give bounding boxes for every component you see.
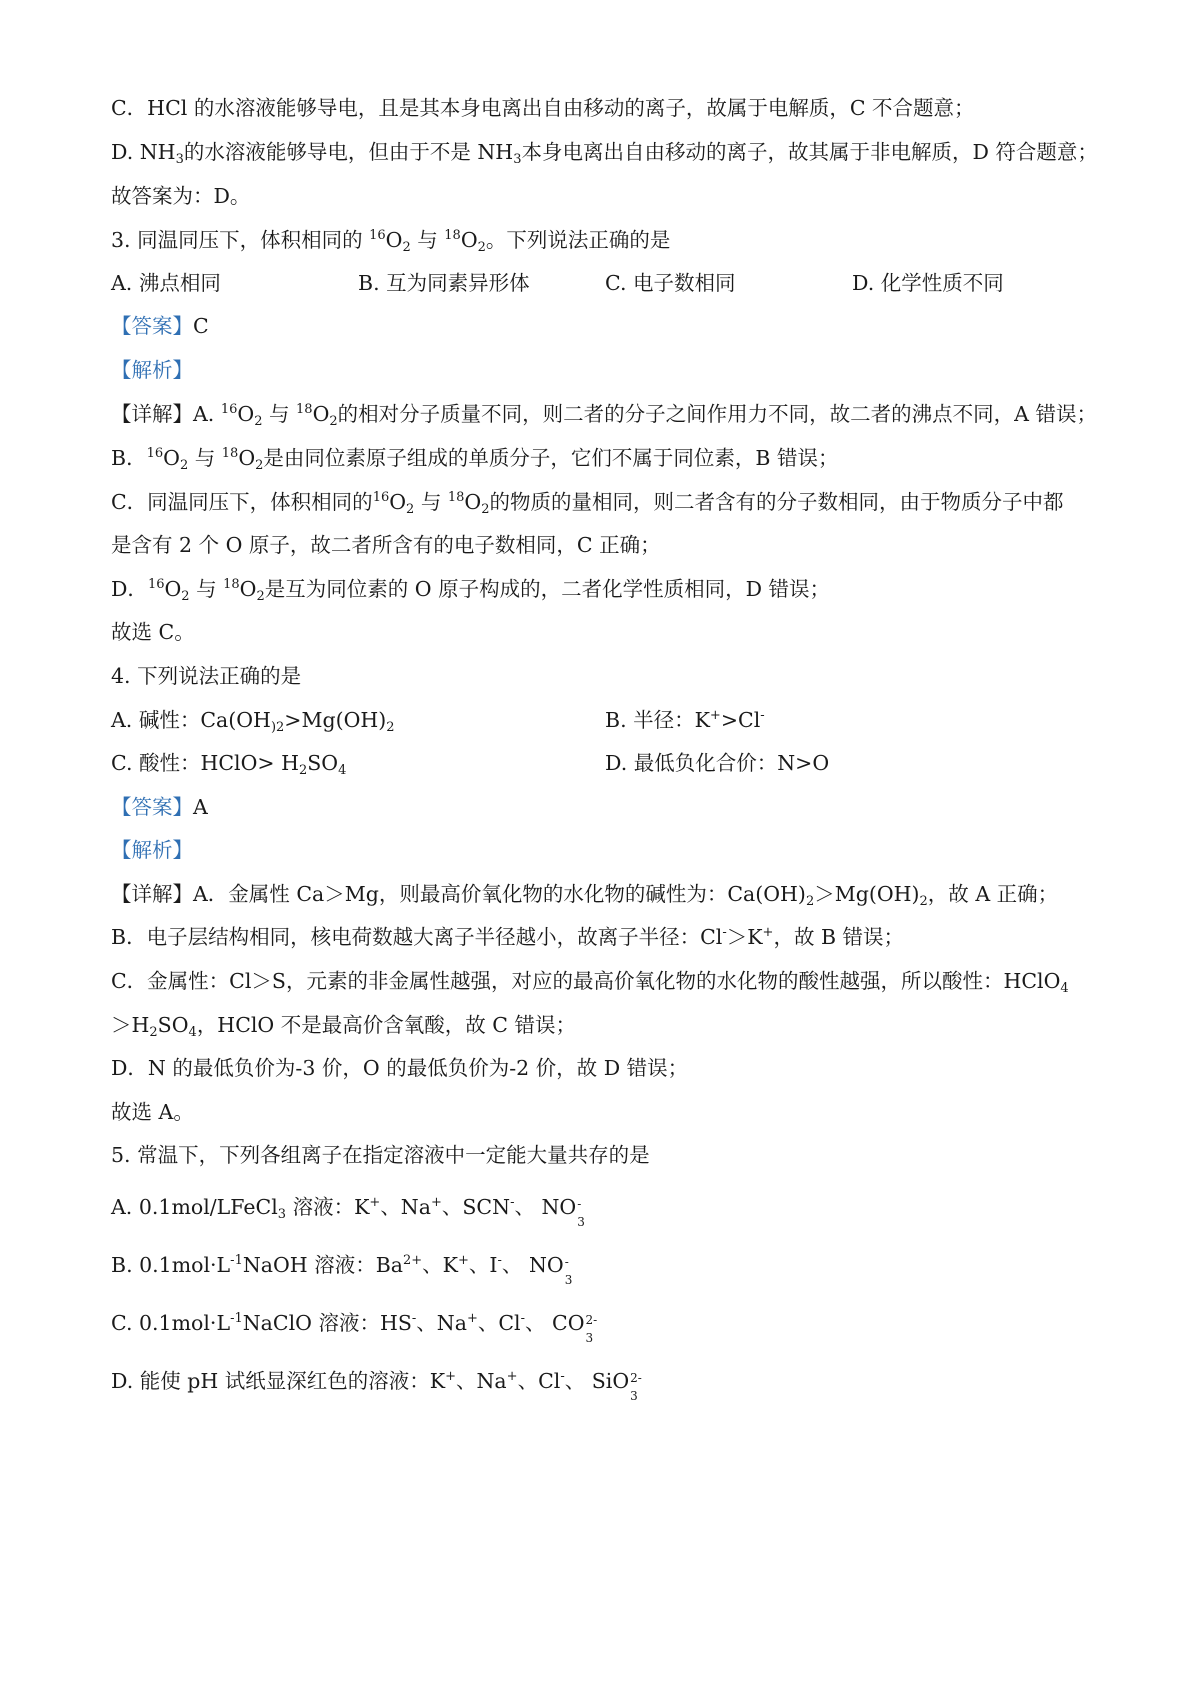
text: 、 SiO — [564, 1369, 630, 1393]
text: 与 — [189, 577, 224, 601]
text: C．同温同压下，体积相同的 — [111, 490, 373, 514]
superscript: + — [458, 1253, 469, 1268]
text: 、Cl — [517, 1369, 561, 1393]
text: A．金属性 Ca＞Mg，则最高价氧化物的水化物的碱性为：Ca(OH) — [193, 882, 806, 906]
q3-detail-c-cont — [111, 531, 1111, 559]
text: 、 NO — [501, 1253, 564, 1277]
subscript: 2 — [386, 720, 395, 735]
subscript: 3 — [564, 1273, 573, 1287]
text: O — [164, 577, 182, 601]
subscript: 2 — [919, 894, 928, 909]
text: 是互为同位素的 O 原子构成的，二者化学性质相同，D 错误； — [264, 577, 831, 601]
q4-detail-d — [111, 1054, 1111, 1082]
q4-detail-c — [111, 967, 1111, 995]
superscript: 18 — [444, 228, 461, 243]
q3-detail-b — [111, 444, 1111, 472]
subscript: 4 — [1060, 981, 1069, 996]
text: B．电子层结构相同，核电荷数越大离子半径越小，故离子半径：Cl — [111, 925, 723, 949]
charge: - — [564, 1255, 569, 1269]
text: 溶液：K — [286, 1195, 370, 1219]
superscript: - — [497, 1253, 502, 1268]
subscript: 3 — [175, 152, 184, 167]
text: 的相对分子质量不同，则二者的分子之间作用力不同，故二者的沸点不同，A 错误； — [337, 402, 1097, 426]
subscript: )2 — [270, 720, 285, 735]
text: NaOH 溶液：Ba — [242, 1253, 403, 1277]
text: 故选 A。 — [111, 1100, 194, 1124]
text: 、I — [468, 1253, 498, 1277]
superscript: 16 — [369, 228, 386, 243]
q4-answer — [111, 793, 1111, 821]
q4-detail-a — [111, 880, 1111, 908]
q2-option-c-explanation — [111, 94, 1111, 122]
q5-option-d — [111, 1367, 1111, 1403]
subscript: 2 — [149, 1025, 158, 1040]
text: 与 — [410, 228, 445, 252]
text: 与 — [188, 446, 222, 470]
text: SO — [157, 1013, 189, 1037]
superscript: - — [510, 1195, 515, 1210]
subscript: 2 — [481, 502, 490, 517]
analysis-tag: 【解析】 — [111, 358, 193, 382]
ion-charge-stack — [576, 1197, 590, 1229]
subscript: 2 — [179, 458, 189, 473]
superscript: + — [762, 925, 774, 940]
text: A. 碱性：Ca(OH — [111, 708, 271, 732]
text: C．金属性：Cl＞S，元素的非金属性越强，对应的最高价氧化物的水化物的酸性越强，所以酸性：HClO — [111, 969, 1061, 993]
superscript: + — [709, 708, 721, 723]
q3-answer — [111, 312, 1111, 340]
ion-charge-stack — [585, 1313, 599, 1345]
superscript: - — [411, 1311, 417, 1326]
text: C．HCl 的水溶液能够导电，且是其本身电离出自由移动的离子，故属于电解质，C 不合题意； — [111, 96, 975, 120]
text: O — [237, 402, 255, 426]
analysis-tag: 【解析】 — [111, 838, 193, 862]
text: 的水溶液能够导电，但由于不是 NH — [183, 140, 514, 164]
text: 与 — [414, 490, 448, 514]
q2-conclusion — [111, 182, 1111, 210]
subscript: 2 — [402, 240, 411, 255]
text: B. 0.1mol·L — [111, 1253, 231, 1277]
q3-option-c: C. 电子数相同 — [605, 271, 736, 295]
text: >Cl — [720, 708, 761, 732]
text: O — [239, 577, 257, 601]
text: O — [464, 490, 482, 514]
detail-tag: 【详解】 — [111, 882, 193, 906]
text: D． — [111, 577, 148, 601]
text: 、Cl — [477, 1311, 521, 1335]
text: D. 能使 pH 试纸显深红色的溶液：K — [111, 1369, 446, 1393]
q3-option-b: B. 互为同素异形体 — [358, 271, 530, 295]
ion-charge-stack — [629, 1371, 643, 1403]
subscript: 2 — [477, 240, 486, 255]
subscript: 3 — [577, 1215, 585, 1229]
text: 、Na — [416, 1311, 467, 1335]
q5-stem — [111, 1141, 1111, 1169]
text: O — [460, 228, 478, 252]
subscript: 2 — [298, 763, 308, 778]
subscript: 4 — [188, 1025, 197, 1040]
text: B． — [111, 446, 147, 470]
text: 故选 C。 — [111, 620, 195, 644]
superscript: 18 — [221, 446, 239, 461]
text: ，故 B 错误； — [773, 925, 905, 949]
text: B. 半径：K — [605, 708, 710, 732]
subscript: 2 — [255, 458, 264, 473]
text: 4. 下列说法正确的是 — [111, 664, 302, 688]
q3-detail-c — [111, 488, 1111, 516]
text: C. 0.1mol·L — [111, 1311, 231, 1335]
q4-option-a — [111, 706, 395, 734]
q2-option-d-explanation — [111, 138, 1111, 166]
text: O — [312, 402, 330, 426]
text: 与 — [262, 402, 297, 426]
superscript: + — [466, 1311, 478, 1326]
superscript: -1 — [230, 1311, 243, 1326]
q4-analysis-heading — [111, 836, 1111, 864]
subscript: 2 — [406, 502, 415, 517]
subscript: 3 — [585, 1331, 594, 1345]
subscript: 3 — [513, 152, 522, 167]
q3-conclusion — [111, 618, 1111, 646]
text: ＞H — [111, 1013, 150, 1037]
text: 、 NO — [514, 1195, 577, 1219]
superscript: + — [445, 1369, 456, 1384]
subscript: 2 — [181, 589, 190, 604]
superscript: -1 — [230, 1253, 243, 1268]
text: ，故 A 正确； — [927, 882, 1059, 906]
superscript: 16 — [146, 446, 164, 461]
text: O — [389, 490, 407, 514]
superscript: 16 — [372, 490, 390, 505]
q4-option-c — [111, 749, 346, 777]
text: >Mg(OH) — [284, 708, 387, 732]
answer-value: C — [193, 314, 209, 338]
subscript: 2 — [254, 414, 263, 429]
text: SO — [307, 751, 339, 775]
q5-option-b — [111, 1251, 1111, 1287]
detail-tag: 【详解】 — [111, 402, 193, 426]
superscript: + — [430, 1195, 442, 1210]
charge: - — [577, 1197, 582, 1211]
subscript: 2 — [329, 414, 338, 429]
text: 。下列说法正确的是 — [485, 228, 671, 252]
q4-option-d: D. 最低负化合价：N>O — [605, 751, 830, 775]
q3-detail-a — [111, 400, 1111, 428]
q3-option-d: D. 化学性质不同 — [852, 271, 1004, 295]
text: ＞K — [726, 925, 763, 949]
text: ，HClO 不是最高价含氧酸，故 C 错误； — [196, 1013, 576, 1037]
text: ＞Mg(OH) — [814, 882, 920, 906]
text: 、SCN — [441, 1195, 511, 1219]
text: C. 酸性：HClO> H — [111, 751, 299, 775]
superscript: 16 — [147, 577, 165, 592]
subscript: 2 — [256, 589, 265, 604]
q3-stem — [111, 226, 1111, 254]
superscript: + — [369, 1195, 381, 1210]
text: 本身电离出自由移动的离子，故其属于非电解质，D 符合题意； — [521, 140, 1098, 164]
text: O — [163, 446, 180, 470]
text: 、K — [422, 1253, 458, 1277]
q3-option-a: A. 沸点相同 — [111, 271, 221, 295]
answer-value: A — [193, 795, 208, 819]
q3-analysis-heading — [111, 356, 1111, 384]
text: 的物质的量相同，则二者含有的分子数相同，由于物质分子中都 — [489, 490, 1064, 514]
text: NaClO 溶液：HS — [242, 1311, 412, 1335]
subscript: 3 — [277, 1207, 287, 1222]
q4-stem — [111, 662, 1111, 690]
text: O — [238, 446, 256, 470]
superscript: - — [760, 708, 765, 723]
superscript: - — [722, 925, 727, 940]
text: 故答案为：D。 — [111, 184, 251, 208]
q3-detail-d — [111, 575, 1111, 603]
q4-detail-c-cont — [111, 1011, 1111, 1039]
subscript: 2 — [805, 894, 815, 909]
text: O — [385, 228, 403, 252]
text: A. — [193, 402, 221, 426]
superscript: 18 — [447, 490, 465, 505]
text: 5. 常温下，下列各组离子在指定溶液中一定能大量共存的是 — [111, 1143, 650, 1167]
text: 、Na — [456, 1369, 507, 1393]
superscript: 16 — [220, 402, 238, 417]
text: 、 CO — [525, 1311, 585, 1335]
q5-option-c — [111, 1309, 1111, 1345]
charge: 2- — [585, 1313, 598, 1327]
text: 、Na — [380, 1195, 431, 1219]
text: D. NH — [111, 140, 176, 164]
superscript: - — [560, 1369, 565, 1384]
superscript: 18 — [296, 402, 313, 417]
text: D．N 的最低负价为-3 价，O 的最低负价为-2 价，故 D 错误； — [111, 1056, 689, 1080]
superscript: 2+ — [403, 1253, 423, 1268]
text: A. 0.1mol/LFeCl — [111, 1195, 278, 1219]
text: 3. 同温同压下，体积相同的 — [111, 228, 370, 252]
q5-option-a — [111, 1193, 1111, 1229]
ion-charge-stack — [564, 1255, 578, 1287]
superscript: 18 — [223, 577, 240, 592]
charge: 2- — [630, 1371, 642, 1385]
subscript: 4 — [338, 763, 347, 778]
subscript: 3 — [630, 1389, 638, 1403]
answer-tag: 【答案】 — [111, 314, 193, 338]
text: 是由同位素原子组成的单质分子，它们不属于同位素，B 错误； — [263, 446, 839, 470]
q4-conclusion — [111, 1098, 1111, 1126]
q4-detail-b — [111, 923, 1111, 951]
answer-tag: 【答案】 — [111, 795, 193, 819]
superscript: + — [506, 1369, 518, 1384]
superscript: - — [520, 1311, 526, 1326]
text: 是含有 2 个 O 原子，故二者所含有的电子数相同，C 正确； — [111, 533, 661, 557]
q4-option-b — [605, 706, 765, 734]
